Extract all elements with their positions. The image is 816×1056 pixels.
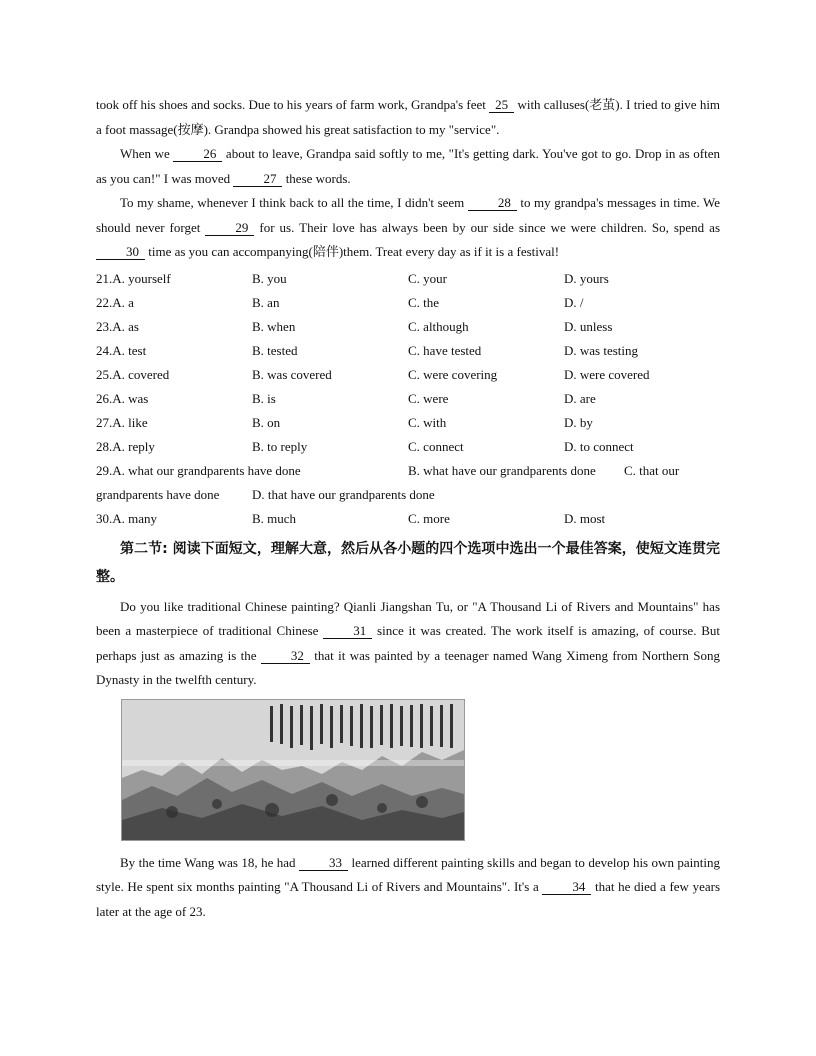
option-d[interactable]: D. was testing [564,342,639,358]
option-b[interactable]: B. was covered [252,366,332,382]
text: took off his shoes and socks. Due to his years of farm work, Grandpa's feet [96,97,486,112]
option-row-24 [96,339,720,363]
option-row-25 [96,363,720,387]
option-d[interactable]: D. are [564,390,596,406]
text: that he died a few years later at the age of 23. [96,879,720,919]
option-c[interactable]: C. have tested [408,342,482,358]
question-number: 30. [96,510,113,526]
question-number: 26. [96,390,113,406]
blank-25: 25 [489,98,514,113]
option-row-30 [96,507,720,531]
option-a[interactable]: A. reply [112,438,155,454]
text: to my grandpa's messages in time. We should never forget [96,195,720,235]
blank-31: 31 [323,624,372,639]
option-c[interactable]: C. your [408,270,447,286]
option-a[interactable]: A. test [112,342,147,358]
text: these words. [285,170,351,186]
option-a[interactable]: A. yourself [112,270,171,286]
passage-2-paragraph-1 [96,595,720,693]
blank-27: 27 [233,172,282,187]
passage-1-paragraph-2 [96,142,720,191]
option-c[interactable]: C. more [408,510,450,526]
option-d[interactable]: D. yours [564,270,609,286]
text: When we [120,146,170,161]
question-number: 27. [96,414,113,430]
option-a[interactable]: A. as [112,318,139,334]
option-row-23 [96,315,720,339]
option-row-21 [96,267,720,291]
option-row-22 [96,291,720,315]
option-row-29-continued [96,483,720,507]
option-c[interactable]: C. although [408,318,469,334]
answer-options [96,267,720,531]
blank-32: 32 [261,649,310,664]
option-a[interactable]: A. covered [112,366,170,382]
option-c-continued[interactable]: grandparents have done [96,486,220,502]
option-a[interactable]: 29.A. what our grandparents have done [96,462,301,478]
option-row-26 [96,387,720,411]
blank-34: 34 [542,880,591,895]
section-2-heading: 第二节: 阅读下面短文，理解大意，然后从各小题的四个选项中选出一个最佳答案，使短文连贯完整。 [96,540,720,585]
option-b[interactable]: B. much [252,510,297,526]
option-b[interactable]: B. is [252,390,276,406]
passage-1-paragraph-1 [96,93,720,142]
option-b[interactable]: B. what have our grandparents done [408,462,596,478]
option-d[interactable]: D. to connect [564,438,634,454]
option-c[interactable]: C. the [408,294,440,310]
blank-33: 33 [299,856,348,871]
blank-30: 30 [96,245,145,260]
blank-26: 26 [173,147,222,162]
question-number: 28. [96,438,113,454]
question-number: 22. [96,294,113,310]
landscape-painting-icon [122,700,464,840]
passage-1 [96,93,720,924]
option-b[interactable]: B. an [252,294,280,310]
text: To my shame, whenever I think back to all the time, I didn't seem [120,195,465,210]
option-row-29 [96,459,720,483]
text: that it was painted by a teenager named Wang Ximeng from Northern Song Dynasty in the twelfth century. [96,647,721,687]
option-row-27 [96,411,720,435]
option-b[interactable]: B. when [252,318,296,334]
option-a[interactable]: A. a [112,294,134,310]
option-d[interactable]: D. most [564,510,606,526]
option-d[interactable]: D. / [564,294,584,310]
option-row-28 [96,435,720,459]
text: since it was created. The work itself is amazing, of course. But perhaps just as amazing is the [96,623,721,663]
question-number: 21. [96,270,113,286]
question-number: 25. [96,366,113,382]
text: By the time Wang was 18, he had [120,854,296,870]
text: for us. Their love has always been by our side since we were children. So, spend as [259,219,721,235]
text: Do you like traditional Chinese painting? Qianli Jiangshan Tu, or "A Thousand Li of Rivers and Mountains" has been a masterpiece of traditional Chinese [96,598,720,638]
blank-29: 29 [205,221,254,236]
text: with calluses(老茧). I tried [517,97,658,112]
passage-1-paragraph-3 [96,191,720,265]
option-a[interactable]: A. was [112,390,149,406]
option-a[interactable]: A. many [112,510,158,526]
option-b[interactable]: B. you [252,270,287,286]
option-d[interactable]: D. unless [564,318,613,334]
option-c[interactable]: C. that our [624,462,680,478]
blank-28: 28 [468,196,517,211]
option-a[interactable]: A. like [112,414,148,430]
option-c[interactable]: C. were [408,390,449,406]
text: learned different painting skills and began to develop his own painting style. He spent six months painting "A Thousand Li of Rivers and Mountains". It's a [96,854,720,894]
text: to give him a foot massage(按摩). Grandpa showed his great satisfaction to my "service". [96,97,721,137]
question-number: 24. [96,342,113,358]
option-b[interactable]: B. on [252,414,281,430]
passage-2-paragraph-2 [96,851,720,925]
option-c[interactable]: C. were covering [408,366,498,382]
question-number: 23. [96,318,113,334]
option-d[interactable]: D. that have our grandparents done [252,486,435,502]
option-b[interactable]: B. to reply [252,438,308,454]
option-c[interactable]: C. connect [408,438,464,454]
text: time as you can accompanying(陪伴)them. Treat every day as if it is a festival! [148,244,560,259]
option-c[interactable]: C. with [408,414,447,430]
option-d[interactable]: D. were covered [564,366,650,382]
landscape-painting-image [121,699,465,841]
option-b[interactable]: B. tested [252,342,298,358]
text: about to leave, Grandpa said softly to me, "It's getting dark. You've got to go. Drop in as often as you can!" I was moved [96,146,721,186]
option-d[interactable]: D. by [564,414,593,430]
